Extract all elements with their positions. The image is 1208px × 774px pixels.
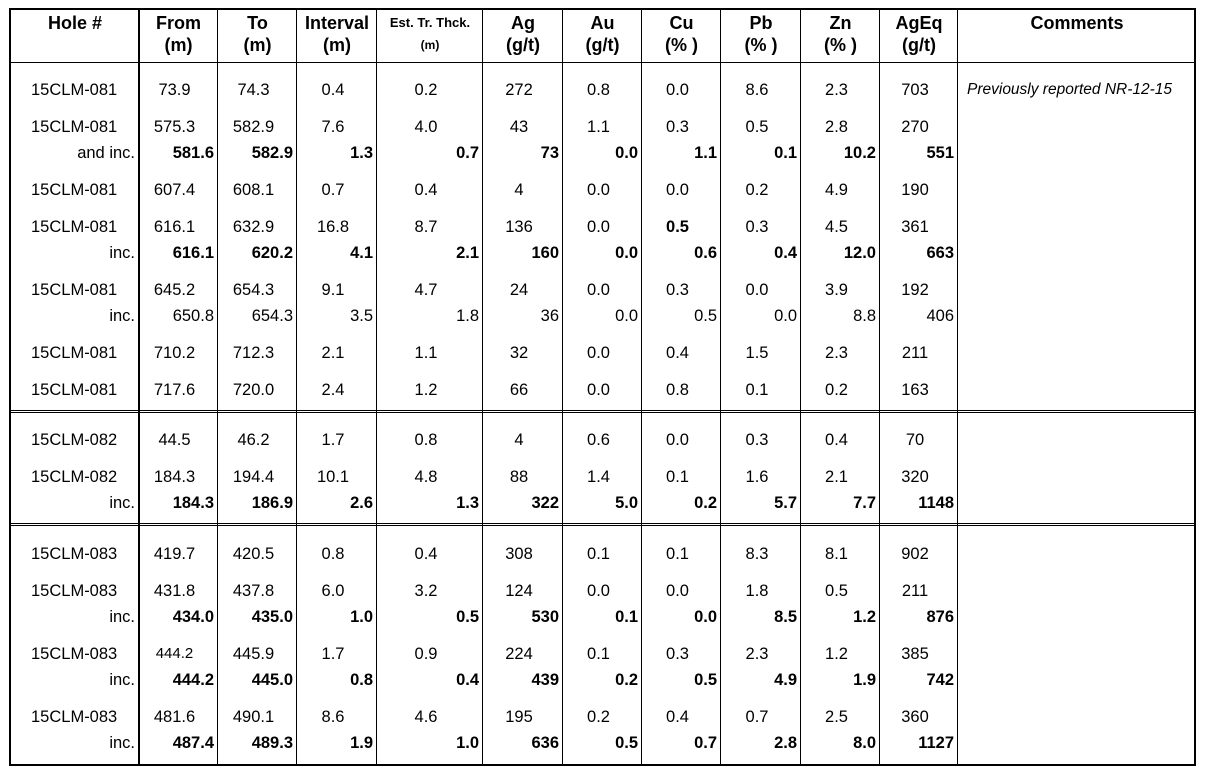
header-comments [958,12,1196,34]
cell-ageq: 211 [901,344,929,362]
cell-ag: 160 [531,244,559,262]
header-label: Zn [829,13,852,33]
cell-cu: 0.1 [666,545,689,563]
cell-ag: 124 [505,582,533,600]
header-label: Interval [304,13,370,33]
cell-cu: 0.4 [666,344,689,362]
cell-from: 717.6 [153,381,196,399]
cell-to: 720.0 [232,381,275,399]
cell-au: 5.0 [615,494,638,512]
cell-ageq: 663 [926,244,954,262]
cell-interval: 3.5 [350,307,373,325]
header-divider [11,62,1194,63]
cell-au: 0.0 [587,582,610,600]
cell-ageq: 742 [926,671,954,689]
cell-au: 1.1 [587,118,610,136]
cell-au: 0.0 [615,307,638,325]
cell-au: 0.8 [587,81,610,99]
cell-au: 0.0 [587,281,610,299]
cell-ag: 136 [505,218,533,236]
cell-pb: 0.0 [774,307,797,325]
header-from [139,12,218,56]
cell-from: 710.2 [153,344,196,362]
cell-est-thickness: 4.0 [414,118,438,136]
cell-ag: 530 [531,608,559,626]
cell-cu: 0.0 [694,608,717,626]
cell-ageq: 703 [901,81,929,99]
header-unit: (m) [323,35,351,55]
cell-ageq: 385 [901,645,929,663]
cell-est-thickness: 4.7 [414,281,438,299]
cell-from: 607.4 [153,181,196,199]
cell-zn: 4.9 [825,181,848,199]
cell-zn: 8.8 [853,307,876,325]
cell-to: 186.9 [251,494,293,512]
cell-ag: 272 [505,81,533,99]
header-ag [483,12,563,56]
cell-pb: 1.8 [745,582,769,600]
cell-est-thickness: 3.2 [414,582,438,600]
cell-from: 645.2 [153,281,196,299]
cell-interval: 7.6 [321,118,345,136]
cell-to: 489.3 [251,734,293,752]
cell-to: 420.5 [232,545,275,563]
cell-interval: 1.0 [350,608,373,626]
cell-comments: Previously reported NR-12-15 [967,81,1173,98]
cell-cu: 0.0 [666,582,689,600]
cell-est-thickness: 8.7 [414,218,438,236]
cell-zn: 2.3 [825,81,848,99]
header-est-thickness [377,12,483,56]
cell-ag: 636 [531,734,559,752]
cell-from: 575.3 [153,118,196,136]
cell-zn: 1.9 [853,671,876,689]
cell-pb: 4.9 [774,671,797,689]
cell-hole: 15CLM-083 [31,645,118,663]
cell-est-thickness: 1.2 [414,381,438,399]
header-hole [11,12,139,34]
cell-cu: 0.3 [666,118,689,136]
header-unit: (g/t) [585,35,620,55]
cell-est-thickness: 1.8 [456,307,479,325]
cell-interval: 1.9 [350,734,373,752]
header-label: Cu [669,13,694,33]
header-zn [801,12,880,56]
cell-est-thickness: 1.0 [456,734,479,752]
cell-to: 608.1 [232,181,275,199]
header-unit: (m) [243,35,272,55]
cell-hole: 15CLM-083 [31,708,118,726]
cell-ageq: 406 [926,307,954,325]
cell-cu: 1.1 [694,144,717,162]
cell-ag: 36 [540,307,559,325]
cell-hole: 15CLM-081 [31,281,118,299]
cell-to: 654.3 [251,307,293,325]
header-pb [721,12,801,56]
cell-cu: 0.6 [694,244,717,262]
cell-ageq: 70 [905,431,925,449]
cell-ageq: 551 [926,144,954,162]
cell-interval: 1.7 [321,431,345,449]
header-label: Est. Tr. Thck. [389,15,471,30]
cell-to: 194.4 [232,468,275,486]
cell-ageq: 1127 [918,734,954,752]
cell-to: 445.0 [251,671,293,689]
header-label: Pb [749,13,773,33]
cell-from: 44.5 [158,431,191,449]
cell-zn: 8.0 [853,734,876,752]
cell-hole: and inc. [77,144,135,162]
cell-ag: 66 [509,381,529,399]
cell-zn: 0.2 [825,381,848,399]
group-divider [11,410,1194,413]
header-label: AgEq [895,13,943,33]
cell-interval: 8.6 [321,708,345,726]
cell-to: 74.3 [237,81,270,99]
cell-pb: 1.6 [745,468,769,486]
cell-ag: 4 [514,181,524,199]
cell-pb: 2.8 [774,734,797,752]
cell-au: 0.2 [587,708,610,726]
cell-cu: 0.0 [666,181,689,199]
cell-ageq: 211 [901,582,929,600]
cell-to: 632.9 [232,218,275,236]
cell-au: 0.0 [587,381,610,399]
cell-pb: 8.3 [745,545,769,563]
cell-pb: 2.3 [745,645,769,663]
cell-interval: 2.6 [350,494,373,512]
cell-cu: 0.5 [666,218,689,236]
cell-interval: 1.7 [321,645,345,663]
cell-to: 582.9 [232,118,275,136]
cell-from: 184.3 [153,468,196,486]
cell-cu: 0.3 [666,645,689,663]
cell-to: 437.8 [232,582,275,600]
cell-to: 582.9 [251,144,293,162]
cell-from: 616.1 [153,218,196,236]
cell-interval: 2.1 [321,344,345,362]
cell-cu: 0.2 [694,494,717,512]
cell-cu: 0.4 [666,708,689,726]
cell-to: 46.2 [237,431,270,449]
cell-zn: 10.2 [843,144,876,162]
cell-cu: 0.0 [666,81,689,99]
cell-pb: 0.7 [745,708,769,726]
cell-est-thickness: 1.3 [456,494,479,512]
cell-hole: inc. [109,671,135,689]
cell-ag: 322 [531,494,559,512]
cell-ageq: 192 [901,281,929,299]
cell-zn: 2.1 [825,468,848,486]
cell-interval: 0.8 [350,671,373,689]
cell-ageq: 1148 [918,494,954,512]
header-unit: (m) [164,35,193,55]
cell-au: 0.5 [615,734,638,752]
cell-zn: 1.2 [825,645,848,663]
cell-cu: 0.8 [666,381,689,399]
cell-hole: 15CLM-081 [31,381,118,399]
header-cu [642,12,721,56]
cell-ageq: 190 [901,181,929,199]
cell-au: 0.0 [615,244,638,262]
cell-est-thickness: 0.8 [414,431,438,449]
cell-ageq: 361 [901,218,929,236]
cell-from: 73.9 [158,81,191,99]
header-label: Hole # [47,13,103,33]
header-unit: (% ) [665,35,698,55]
header-label: To [247,13,268,33]
cell-pb: 1.5 [745,344,769,362]
cell-est-thickness: 0.4 [414,181,438,199]
cell-ageq: 320 [901,468,929,486]
cell-ageq: 163 [901,381,929,399]
cell-from: 434.0 [172,608,214,626]
header-unit: (g/t) [506,35,540,55]
cell-au: 0.1 [587,645,610,663]
cell-interval: 16.8 [316,218,350,236]
cell-from: 487.4 [172,734,214,752]
cell-au: 0.0 [615,144,638,162]
cell-au: 0.1 [587,545,610,563]
cell-au: 0.1 [615,608,638,626]
cell-zn: 0.4 [825,431,848,449]
cell-au: 0.6 [587,431,610,449]
cell-to: 435.0 [251,608,293,626]
cell-ag: 32 [509,344,529,362]
cell-hole: 15CLM-082 [31,468,118,486]
cell-hole: 15CLM-081 [31,181,118,199]
cell-zn: 12.0 [843,244,876,262]
cell-interval: 10.1 [316,468,350,486]
cell-pb: 0.2 [745,181,769,199]
cell-cu: 0.5 [694,671,717,689]
cell-cu: 0.5 [694,307,717,325]
cell-ageq: 902 [901,545,929,563]
cell-au: 0.0 [587,344,610,362]
header-label: Ag [511,13,535,33]
header-ageq [880,12,958,56]
cell-ag: 73 [540,144,559,162]
cell-from: 444.2 [172,671,214,689]
cell-from: 616.1 [172,244,214,262]
cell-au: 0.0 [587,218,610,236]
header-label: From [156,13,201,33]
cell-hole: inc. [109,494,135,512]
cell-zn: 2.5 [825,708,848,726]
cell-interval: 6.0 [321,582,345,600]
cell-hole: 15CLM-081 [31,118,118,136]
cell-pb: 0.1 [774,144,797,162]
header-au [563,12,642,56]
cell-est-thickness: 0.7 [456,144,479,162]
cell-au: 0.0 [587,181,610,199]
cell-hole: 15CLM-081 [31,218,118,236]
cell-ag: 43 [509,118,529,136]
cell-pb: 5.7 [774,494,797,512]
cell-to: 490.1 [232,708,275,726]
cell-from: 650.8 [172,307,214,325]
cell-est-thickness: 0.4 [414,545,438,563]
cell-ag: 439 [531,671,559,689]
cell-hole: 15CLM-083 [31,582,118,600]
cell-from: 184.3 [172,494,214,512]
group-divider [11,523,1194,526]
cell-interval: 0.7 [321,181,345,199]
cell-zn: 2.8 [825,118,848,136]
cell-ageq: 876 [926,608,954,626]
cell-pb: 0.5 [745,118,769,136]
header-unit: (% ) [824,35,857,55]
cell-pb: 8.5 [774,608,797,626]
cell-to: 620.2 [251,244,293,262]
cell-interval: 4.1 [350,244,373,262]
cell-hole: inc. [109,608,135,626]
cell-ag: 4 [514,431,524,449]
header-unit: (% ) [744,35,778,55]
header-unit: (m) [420,38,440,52]
cell-au: 1.4 [587,468,610,486]
cell-cu: 0.1 [666,468,689,486]
cell-au: 0.2 [615,671,638,689]
cell-pb: 8.6 [745,81,769,99]
cell-hole: inc. [109,734,135,752]
cell-ageq: 360 [901,708,929,726]
cell-hole: 15CLM-082 [31,431,118,449]
cell-pb: 0.4 [774,244,797,262]
cell-est-thickness: 4.6 [414,708,438,726]
cell-hole: inc. [109,307,135,325]
cell-zn: 0.5 [825,582,848,600]
cell-pb: 0.0 [745,281,769,299]
cell-zn: 3.9 [825,281,848,299]
cell-pb: 0.3 [745,218,769,236]
cell-interval: 0.8 [321,545,345,563]
cell-est-thickness: 0.5 [456,608,479,626]
cell-est-thickness: 0.2 [414,81,438,99]
cell-zn: 4.5 [825,218,848,236]
header-unit: (g/t) [902,35,936,55]
cell-interval: 2.4 [321,381,345,399]
cell-cu: 0.7 [694,734,717,752]
header-interval [297,12,377,56]
cell-hole: inc. [109,244,135,262]
cell-to: 654.3 [232,281,275,299]
cell-to: 712.3 [232,344,275,362]
cell-est-thickness: 1.1 [414,344,438,362]
cell-ag: 88 [509,468,529,486]
cell-ag: 308 [505,545,533,563]
header-label: Comments [1030,13,1124,33]
cell-est-thickness: 0.9 [414,645,438,663]
cell-zn: 8.1 [825,545,848,563]
cell-pb: 0.3 [745,431,769,449]
drill-results-table [9,8,1196,766]
cell-zn: 2.3 [825,344,848,362]
cell-hole: 15CLM-083 [31,545,118,563]
cell-cu: 0.0 [666,431,689,449]
cell-hole: 15CLM-081 [31,344,118,362]
cell-pb: 0.1 [745,381,769,399]
cell-from: 581.6 [172,144,214,162]
cell-ag: 195 [505,708,533,726]
cell-from: 419.7 [153,545,196,563]
cell-ag: 224 [505,645,533,663]
cell-ag: 24 [509,281,529,299]
cell-cu: 0.3 [666,281,689,299]
cell-from: 431.8 [153,582,196,600]
cell-interval: 0.4 [321,81,345,99]
cell-to: 445.9 [232,645,275,663]
cell-est-thickness: 0.4 [456,671,479,689]
column-divider [957,10,958,764]
cell-zn: 7.7 [853,494,876,512]
cell-est-thickness: 4.8 [414,468,438,486]
cell-interval: 9.1 [321,281,345,299]
cell-ageq: 270 [901,118,929,136]
cell-interval: 1.3 [350,144,373,162]
cell-zn: 1.2 [853,608,876,626]
cell-est-thickness: 2.1 [456,244,479,262]
cell-hole: 15CLM-081 [31,81,118,99]
header-to [218,12,297,56]
cell-from: 481.6 [153,708,196,726]
header-label: Au [590,13,615,33]
cell-from: 444.2 [155,645,194,662]
